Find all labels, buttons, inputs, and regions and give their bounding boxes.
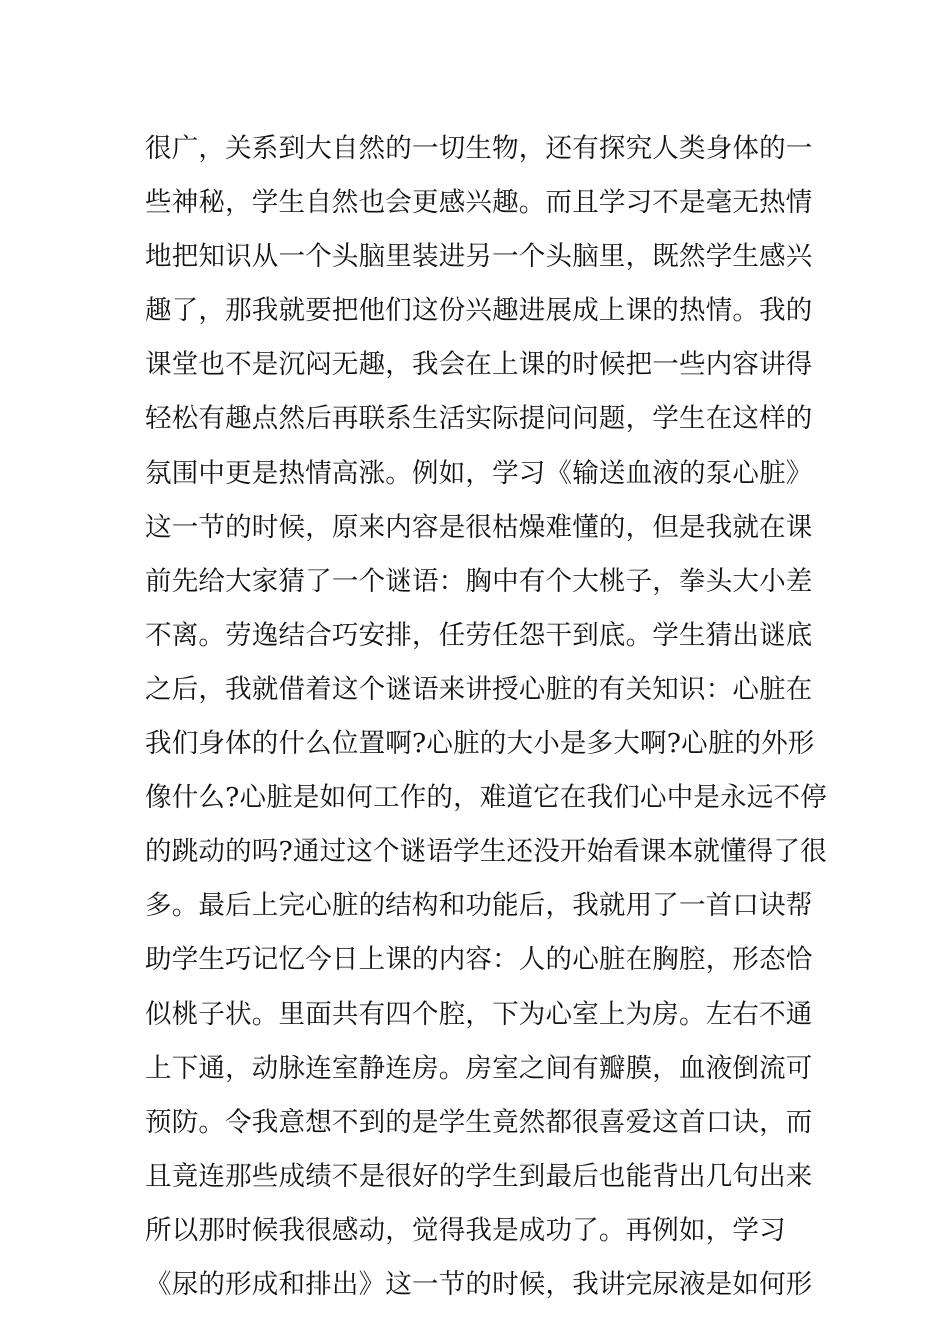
text-line: 地把知识从一个头脑里装进另一个头脑里，既然学生感兴 [145, 241, 813, 273]
text-line: 所以那时候我很感动，觉得我是成功了。再例如，学习 [145, 1214, 786, 1246]
text-line: 氛围中更是热情高涨。例如，学习《输送血液的泵心脏》 [145, 457, 813, 489]
text-line: 多。最后上完心脏的结构和功能后，我就用了一首口诀帮 [145, 890, 813, 922]
text-line: 像什么?心脏是如何工作的，难道它在我们心中是永远不停 [145, 782, 827, 814]
text-line: 助学生巧记忆今日上课的内容：人的心脏在胸腔，形态恰 [145, 944, 813, 976]
text-line: 很广，关系到大自然的一切生物，还有探究人类身体的一 [145, 133, 813, 164]
text-line: 轻松有趣点然后再联系生活实际提问问题，学生在这样的 [145, 403, 813, 435]
text-line: 似桃子状。里面共有四个腔，下为心室上为房。左右不通 [145, 998, 813, 1030]
text-line: 预防。令我意想不到的是学生竟然都很喜爱这首口诀，而 [145, 1106, 813, 1138]
text-line: 我们身体的什么位置啊?心脏的大小是多大啊?心脏的外形 [145, 728, 815, 760]
text-line: 这一节的时候，原来内容是很枯燥难懂的，但是我就在课 [145, 511, 813, 543]
text-line: 的跳动的吗?通过这个谜语学生还没开始看课本就懂得了很 [145, 836, 827, 868]
text-line: 课堂也不是沉闷无趣，我会在上课的时候把一些内容讲得 [145, 349, 813, 381]
text-line: 前先给大家猜了一个谜语：胸中有个大桃子，拳头大小差 [145, 565, 813, 597]
text-line: 之后，我就借着这个谜语来讲授心脏的有关知识：心脏在 [145, 673, 813, 705]
body-text [145, 126, 827, 1316]
text-line: 趣了，那我就要把他们这份兴趣进展成上课的热情。我的 [145, 295, 813, 327]
text-line: 《尿的形成和排出》这一节的时候，我讲完尿液是如何形 [145, 1268, 813, 1300]
text-line: 些神秘，学生自然也会更感兴趣。而且学习不是毫无热情 [145, 187, 813, 219]
text-line: 上下通，动脉连室静连房。房室之间有瓣膜，血液倒流可 [145, 1052, 813, 1084]
text-line: 不离。劳逸结合巧安排，任劳任怨干到底。学生猜出谜底 [145, 619, 813, 651]
text-line: 且竟连那些成绩不是很好的学生到最后也能背出几句出来 [145, 1160, 813, 1192]
